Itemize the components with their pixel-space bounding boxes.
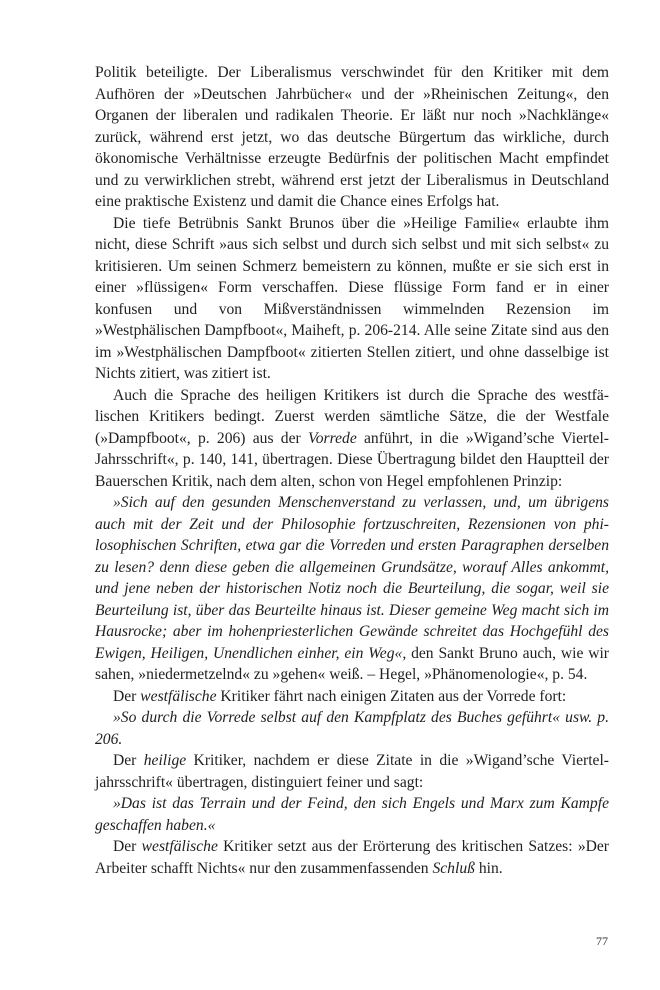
text-segment: anführt, in die »Wigand’sche ViertelJahrsschrift«, p. 140, 141, übertragen. Diese Übertragung bildet den Hauptteil der Bauerschen Kritik, nach dem alten, schon von Hegel empfohlenen Prinzip: bbox=[95, 429, 609, 490]
paragraph bbox=[95, 492, 609, 686]
text-segment: Der bbox=[113, 687, 141, 705]
text-segment: Politik beteiligte. Der Liberalismus verschwindet für den Kritiker mit dem Aufhören der »Deutschen Jahrbücher« und der »Rheinischen Zeitung«, den Organen der liberalen und radikalen Theorie. Er läßt nur noch »Nachklänge« zurück, während erst jetzt, wo das deutsche Bürgertum das wirkliche, durch ökonomische Verhältnisse erzeugte Bedürfnis der politischen Macht empfindet und zu verwirklichen strebt, während erst jetzt der Liberalismus in Deutschland eine praktische Existenz und damit die Chance eines Erfolgs hat. bbox=[95, 64, 609, 210]
paragraph bbox=[95, 686, 609, 708]
paragraph bbox=[95, 213, 609, 385]
text-segment: den Sankt Bruno auch, wie wir sahen, »niedermetzelnd« zu »gehen« weiß. – Hegel, »Phänomenologie«, p. 54. bbox=[95, 644, 609, 683]
text-segment: hin. bbox=[474, 859, 503, 877]
italic-text-segment: »Sich auf den gesunden Menschenverstand zu verlassen, und, um übrigens auch mit der Zeit und der Philosophie fortzuschreiten, Rezensionen von philosophischen Schriften, etwa gar die Vorreden und ersten Paragraphen derselben zu lesen? denn diese geben die allgemeinen Grundsätze, worauf Alles ankommt, und jene neben der historischen Notiz noch die Beurteilung, die sogar, weil sie Beurteilung ist, über das Beurteilte hinaus ist. Dieser gemeine Weg macht sich im Hausrocke; aber im hohenpriesterlichen Gewände schreitet das Hochgefühl des Ewigen, Heiligen, Unendlichen einher, ein Weg«, bbox=[95, 494, 609, 662]
italic-text-segment: westfälische bbox=[141, 838, 218, 855]
text-segment: Der bbox=[113, 752, 144, 769]
paragraph bbox=[95, 62, 609, 213]
italic-text-segment: Vorrede bbox=[307, 429, 357, 447]
text-segment: Kritiker fährt nach einigen Zitaten aus der Vorrede fort: bbox=[216, 687, 567, 705]
page-number: 77 bbox=[596, 934, 608, 948]
paragraph bbox=[95, 707, 609, 750]
text-segment: Auch die Sprache des heiligen Kritikers ist durch die Sprache des westfälischen Kritikers bedingt. Zuerst werden sämtliche Sätze, die der Westfale (»Dampfboot«, p. 206) aus der bbox=[95, 386, 609, 447]
text-segment: Die tiefe Betrübnis Sankt Brunos über die »Heilige Familie« erlaubte ihm nicht, diese Schrift »aus sich selbst und durch sich selbst und mit sich selbst« zu kritisieren. Um seinen Schmerz bemeistern zu können, mußte er sie sich erst in einer »flüssigen« Form verschaffen. Diese flüssige Form fand er in einer konfusen und von Mißverständnissen wimmelnden Rezension im »Westphälischen Dampfboot«, Maiheft, p. 206-214. Alle seine Zitate sind aus den im »Westphälischen Dampfboot« zitierten Stellen zitiert, und ohne dasselbige ist Nichts zitiert, was zitiert ist. bbox=[95, 214, 609, 382]
text-segment: Der bbox=[113, 838, 142, 855]
paragraph bbox=[95, 385, 609, 493]
italic-text-segment: westfälische bbox=[140, 687, 217, 705]
text-segment: Kritiker setzt aus der Erörterung des kritischen Satzes: »Der Arbeiter schafft Nichts« nur den zusammenfassenden bbox=[95, 838, 609, 877]
paragraph bbox=[95, 750, 609, 793]
italic-text-segment: Schluß bbox=[432, 859, 475, 877]
paragraph bbox=[95, 836, 609, 879]
body-text bbox=[95, 62, 609, 879]
italic-text-segment: »So durch die Vorrede selbst auf den Kampfplatz des Buches geführt« usw. p. 206. bbox=[95, 709, 609, 748]
italic-text-segment: »Das ist das Terrain und der Feind, den sich Engels und Marx zum Kampfe geschaffen haben.« bbox=[95, 795, 609, 834]
paragraph bbox=[95, 793, 609, 836]
italic-text-segment: heilige bbox=[143, 752, 187, 769]
text-segment: Kritiker, nachdem er diese Zitate in die »Wigand’sche Vierteljahrsschrift« übertragen, distinguiert feiner und sagt: bbox=[95, 752, 609, 791]
